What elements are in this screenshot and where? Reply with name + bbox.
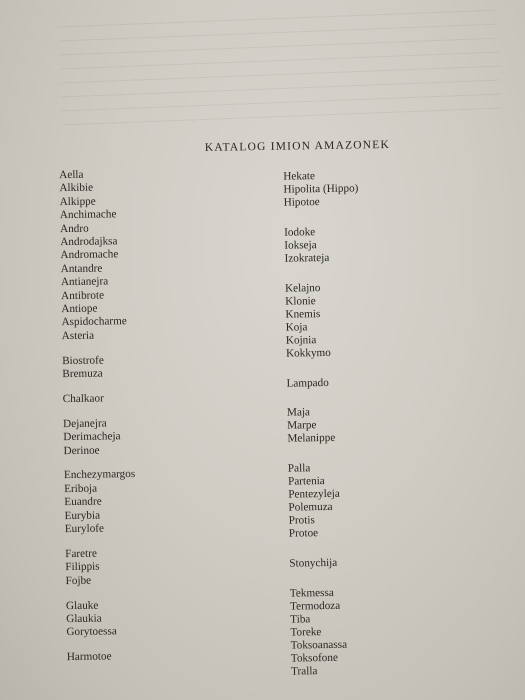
amazon-name-entry: Eurylofe — [64, 522, 105, 536]
group-spacer — [284, 209, 359, 227]
amazon-name-entry: Toreke — [290, 626, 322, 639]
amazon-name-entry: Dejanejra — [63, 417, 107, 430]
amazon-name-entry: Pentezyleja — [288, 487, 340, 501]
amazon-name-entry: Antianejra — [60, 275, 109, 289]
page-title: KATALOG IMION AMAZONEK — [204, 138, 391, 154]
right-name-column — [283, 169, 366, 678]
amazon-name-entry: Hipotoe — [283, 196, 320, 209]
amazon-name-entry: Gorytoessa — [66, 625, 117, 639]
amazon-name-entry: Protis — [288, 514, 315, 527]
amazon-name-entry: Alkippe — [59, 195, 96, 208]
amazon-name-entry: Fojbe — [65, 574, 92, 587]
amazon-name-entry: Andromache — [60, 248, 119, 262]
group-spacer — [287, 389, 362, 407]
amazon-name-entry: Stonychija — [289, 556, 338, 570]
amazon-name-entry: Tralla — [290, 665, 318, 678]
left-name-column — [59, 168, 138, 665]
amazon-name-entry: Derinoe — [63, 444, 100, 457]
amazon-name-entry: Aella — [59, 168, 84, 182]
group-spacer — [285, 265, 360, 283]
amazon-name-entry: Eriboja — [64, 482, 98, 495]
amazon-name-entry: Euandre — [64, 495, 102, 509]
amazon-name-entry: Derimacheja — [63, 430, 121, 444]
amazon-name-entry: Andro — [59, 222, 89, 235]
amazon-name-entry: Klonie — [285, 294, 316, 308]
amazon-name-entry: Koja — [285, 321, 308, 334]
amazon-name-entry: Eurybia — [64, 509, 101, 522]
amazon-name-entry: Chalkaor — [62, 392, 104, 406]
amazon-name-entry: Kokkymo — [285, 346, 331, 360]
amazon-name-entry: Iokseja — [284, 239, 317, 252]
amazon-name-entry: Faretre — [65, 547, 97, 560]
amazon-name-entry: Harmotoe — [66, 650, 112, 664]
amazon-name-entry: Melanippe — [287, 432, 336, 446]
amazon-name-entry: Marpe — [287, 419, 317, 432]
amazon-name-entry: Bremuza — [62, 367, 103, 381]
amazon-name-entry: Polemuza — [288, 501, 333, 514]
amazon-name-entry: Hekate — [283, 170, 316, 183]
group-spacer — [286, 360, 361, 378]
amazon-name-entry: Maja — [286, 406, 311, 419]
amazon-name-entry: Enchezymargos — [63, 468, 136, 482]
amazon-name-entry: Palla — [287, 462, 311, 475]
amazon-name-entry: Kojnia — [285, 334, 317, 347]
amazon-name-entry: Glauke — [65, 599, 99, 612]
amazon-name-entry: Toksofone — [290, 651, 339, 665]
amazon-name-entry: Tekmessa — [289, 586, 334, 600]
amazon-name-entry: Toksoanassa — [290, 638, 348, 652]
group-spacer — [288, 445, 363, 463]
amazon-name-entry: Aspidocharme — [61, 315, 127, 329]
amazon-name-entry: Anchimache — [59, 208, 117, 222]
amazon-name-entry: Glaukia — [66, 612, 102, 626]
amazon-name-entry: Hipolita (Hippo) — [283, 182, 359, 196]
amazon-name-entry: Biostrofe — [62, 354, 104, 367]
amazon-name-entry: Filippis — [65, 560, 100, 574]
group-spacer — [289, 540, 364, 558]
amazon-name-entry: Antibrote — [61, 288, 105, 302]
group-spacer — [289, 570, 364, 588]
amazon-name-entry: Partenia — [287, 475, 325, 488]
amazon-name-entry: Androdajksa — [60, 235, 118, 249]
amazon-name-entry: Iodoke — [284, 225, 316, 239]
amazon-name-entry: Knemis — [285, 307, 321, 321]
amazon-name-entry: Asteria — [61, 329, 95, 342]
amazon-name-entry: Termodoza — [289, 599, 341, 613]
amazon-name-entry: Tiba — [290, 613, 311, 626]
amazon-name-entry: Kelajno — [284, 281, 321, 295]
amazon-name-entry: Alkibie — [59, 182, 94, 195]
amazon-name-entry: Protoe — [288, 527, 319, 541]
amazon-name-entry: Antandre — [60, 262, 103, 275]
amazon-name-entry: Antiope — [61, 302, 98, 316]
amazon-name-entry: Lampado — [286, 376, 329, 390]
amazon-name-entry: Izokrateja — [284, 251, 330, 265]
